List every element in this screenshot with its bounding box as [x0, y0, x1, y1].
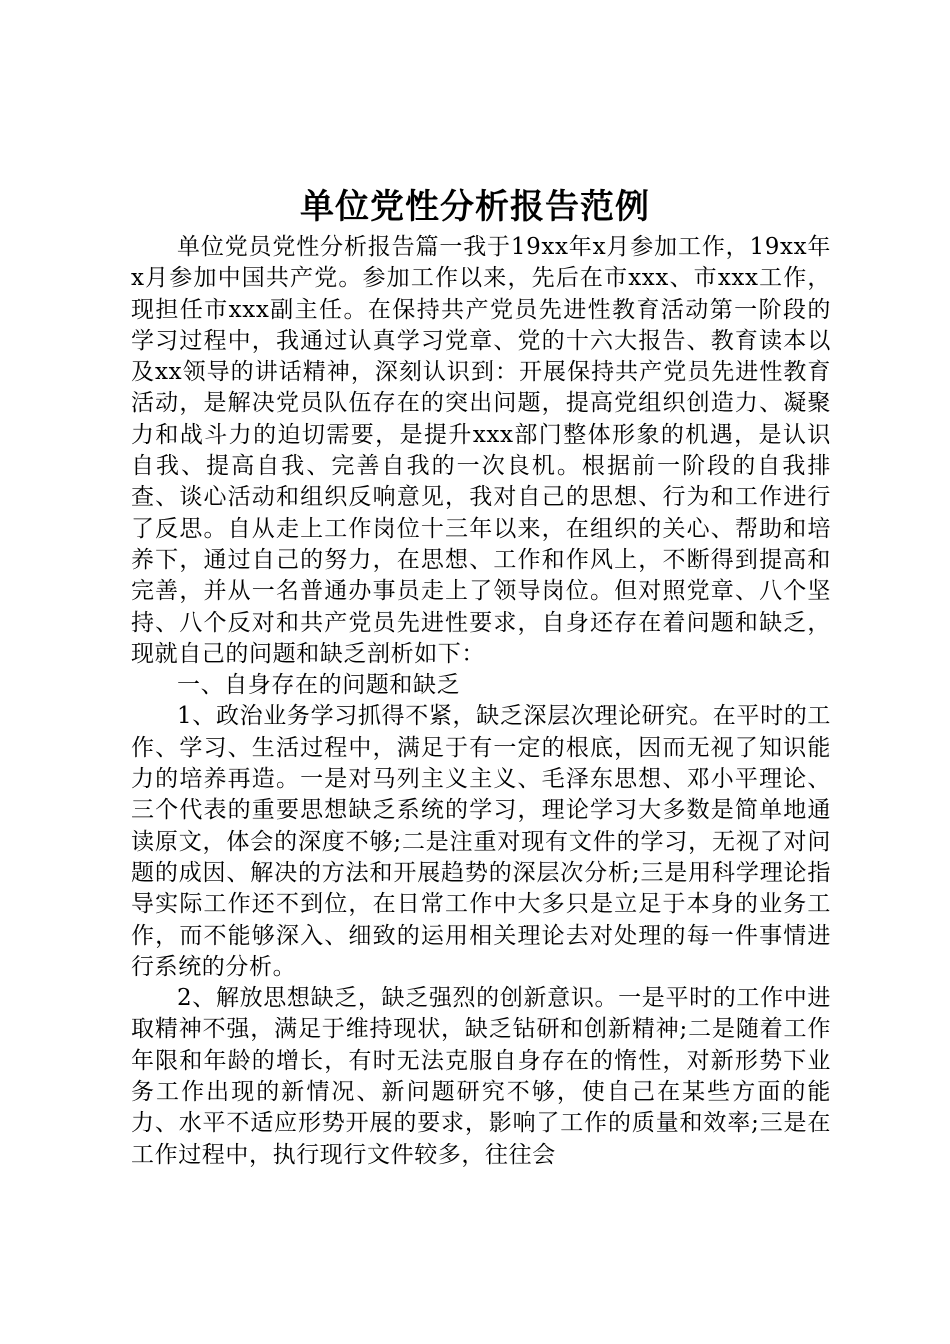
section-heading: 一、自身存在的问题和缺乏 [177, 672, 461, 699]
document-title: 单位党性分析报告范例 [300, 187, 650, 227]
document-body [131, 232, 831, 1171]
paragraph-intro: 单位党员党性分析报告篇一我于19xx年x月参加工作，19xx年x月参加中国共产党。参加工作以来，先后在市xxx、市xxx工作，现担任市xxx副主任。在保持共产党员先进性教育活动第一阶段的学习过程中，我通过认真学习党章、党的十六大报告、教育读本以及xx领导的讲话精神，深刻认识到：开展保持共产党员先进性教育活动，是解决党员队伍存在的突出问题，提高党组织创造力、凝聚力和战斗力的迫切需要，是提升xxx部门整体形象的机遇，是认识自我、提高自我、完善自我的一次良机。根据前一阶段的自我排查、谈心活动和组织反响意见，我对自己的思想、行为和工作进行了反思。自从走上工作岗位十三年以来，在组织的关心、帮助和培养下，通过自己的努力，在思想、工作和作风上，不断得到提高和完善，并从一名普通办事员走上了领导岗位。但对照党章、八个坚持、八个反对和共产党员先进性要求，自身还存在着问题和缺乏，现就自己的问题和缺乏剖析如下： [131, 234, 831, 667]
paragraph-item-1: 1、政治业务学习抓得不紧，缺乏深层次理论研究。在平时的工作、学习、生活过程中，满足于有一定的根底，因而无视了知识能力的培养再造。一是对马列主义主义、毛泽东思想、邓小平理论、三个代表的重要思想缺乏系统的学习，理论学习大多数是简单地通读原文，体会的深度不够;二是注重对现有文件的学习，无视了对问题的成因、解决的方法和开展趋势的深层次分析;三是用科学理论指导实际工作还不到位，在日常工作中大多只是立足于本身的业务工作，而不能够深入、细致的运用相关理论去对处理的每一件事情进行系统的分析。 [131, 703, 831, 980]
paragraph-item-2: 2、解放思想缺乏，缺乏强烈的创新意识。一是平时的工作中进取精神不强，满足于维持现状，缺乏钻研和创新精神;二是随着工作年限和年龄的增长，有时无法克服自身存在的惰性，对新形势下业务工作出现的新情况、新问题研究不够，使自己在某些方面的能力、水平不适应形势开展的要求，影响了工作的质量和效率;三是在工作过程中，执行现行文件较多，往往会 [131, 985, 831, 1168]
